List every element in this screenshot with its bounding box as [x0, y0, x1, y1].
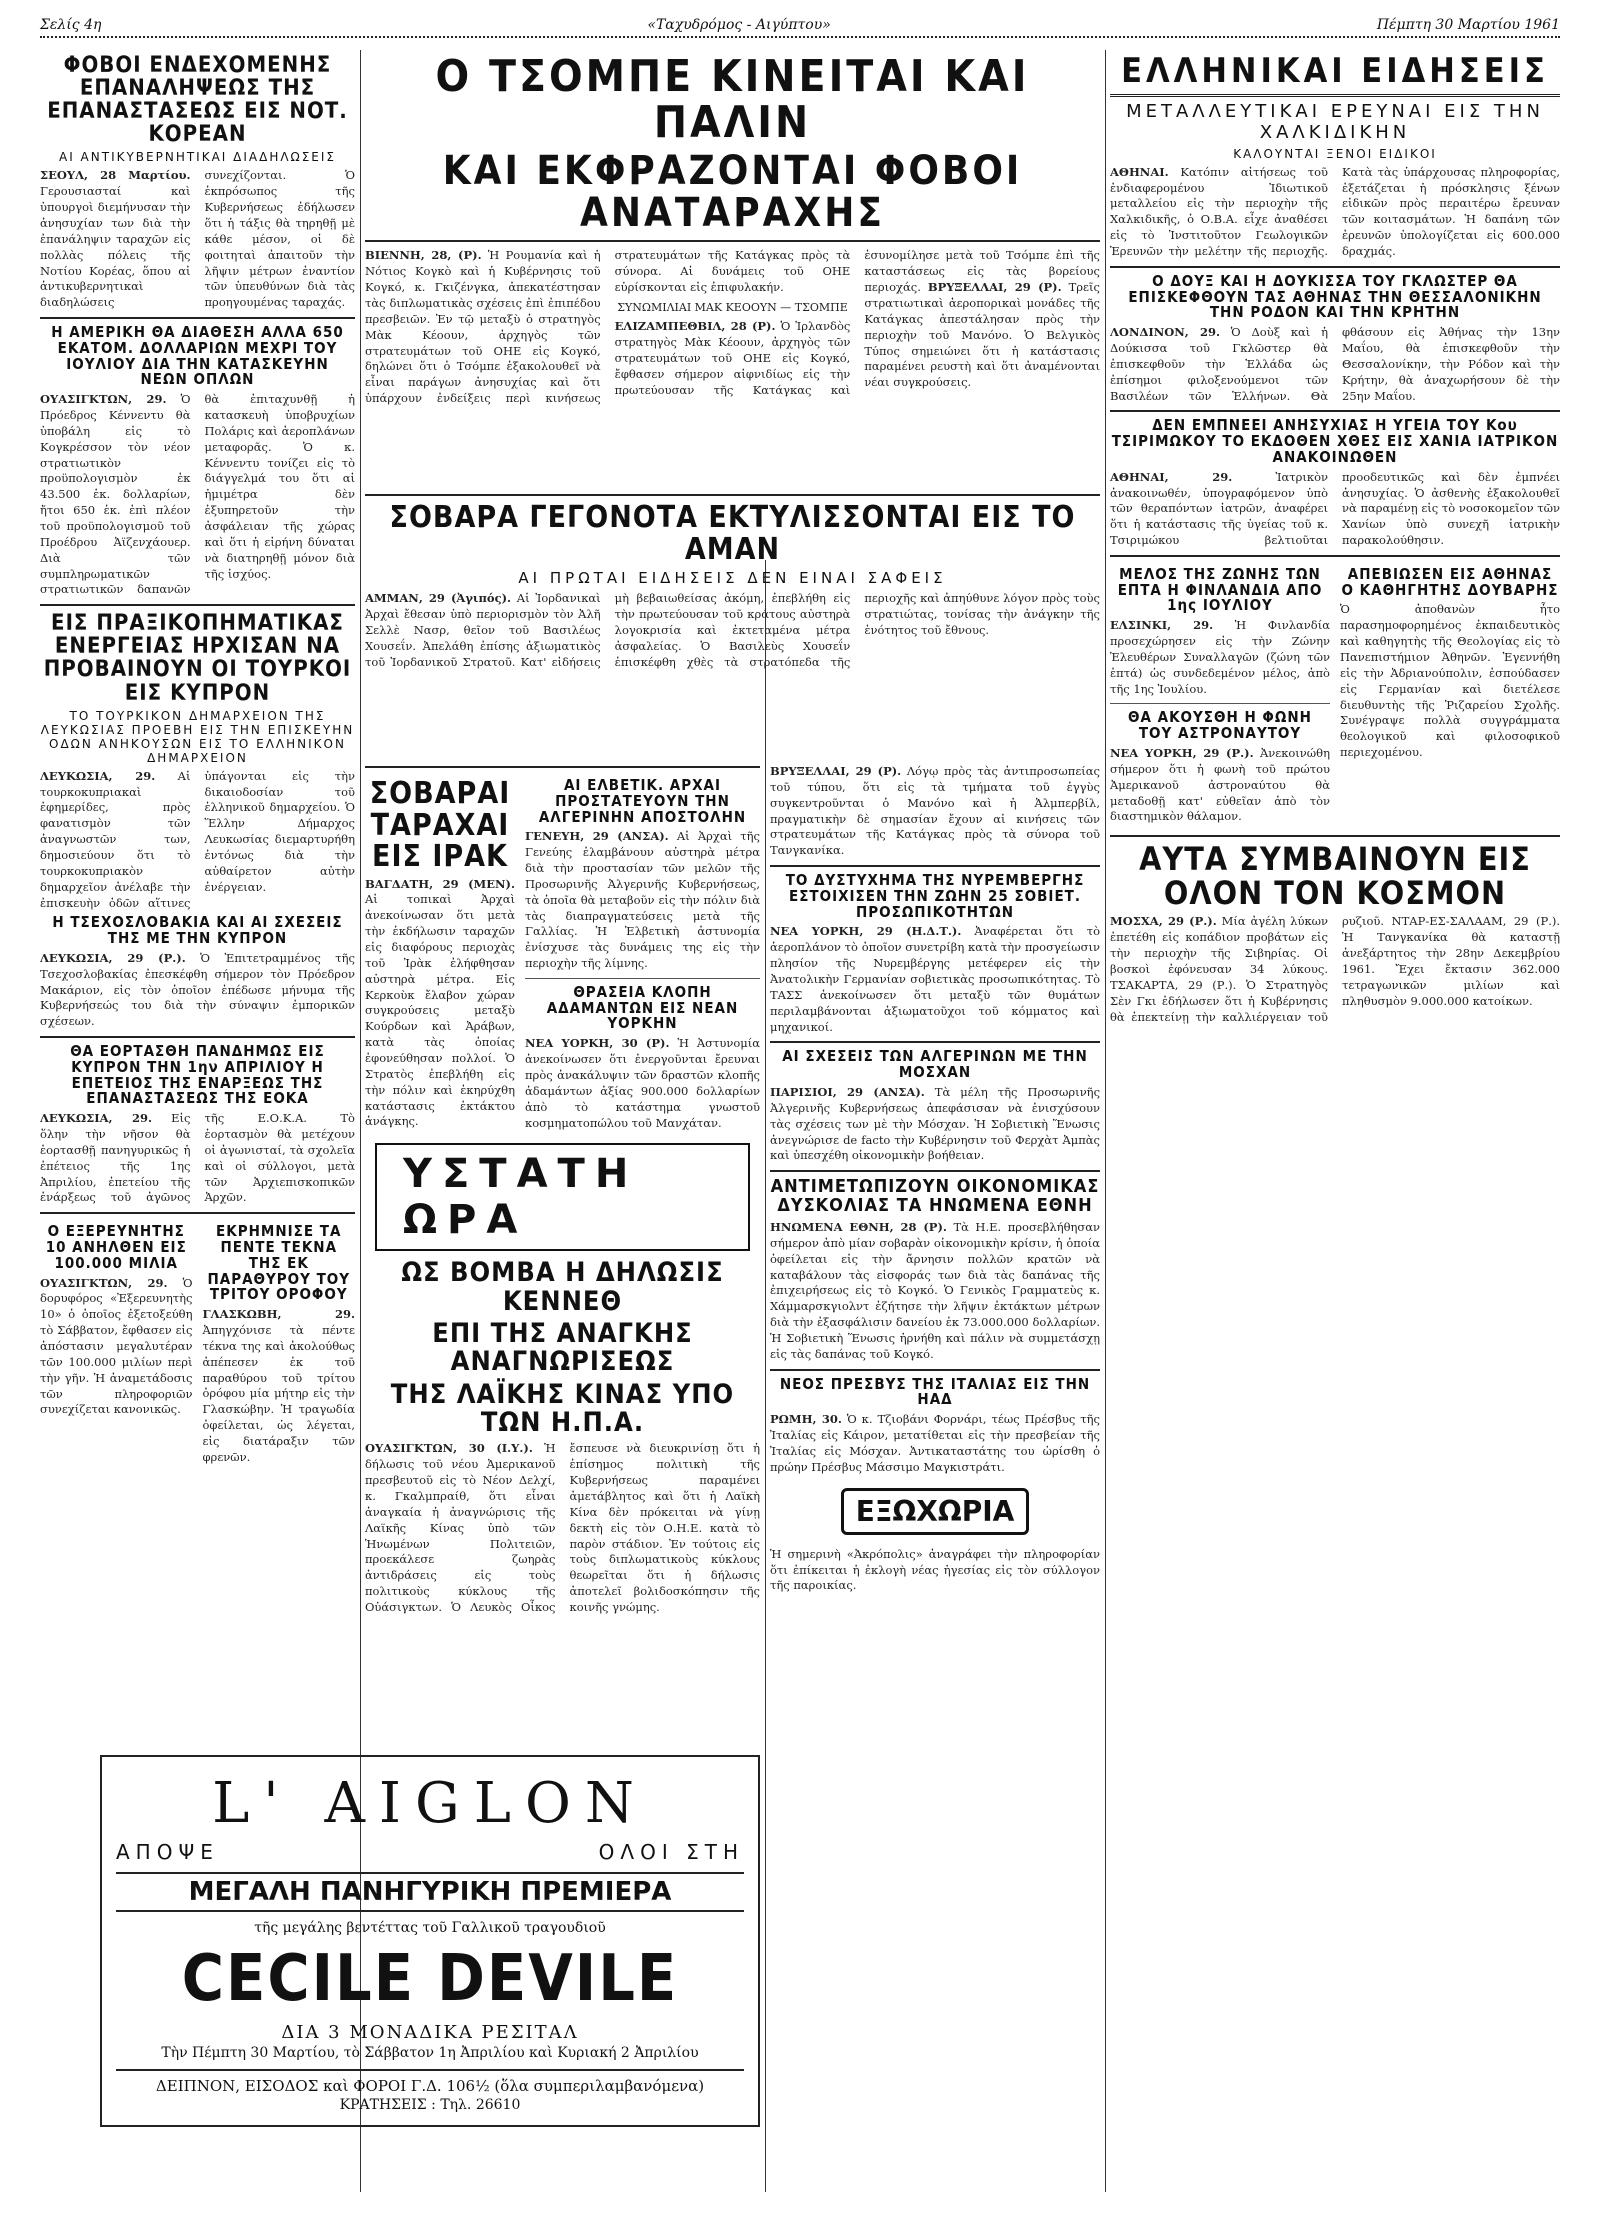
headline: Η ΤΣΕΧΟΣΛΟΒΑΚΙΑ ΚΑΙ ΑΙ ΣΧΕΣΕΙΣ ΤΗΣ ΜΕ ΤΗΝ ΚΥΠΡΟΝ [52, 913, 343, 948]
body-text: Ὁ Ἐπιτετραμμένος τῆς Τσεχοσλοβακίας ἐπεσκέφθη σήμερον τὸν Πρόεδρον Μακάριον, εἰς τὸν ὁποῖον ἐπέδωσε μήνυμα τῆς Κυβερνήσεώς του διὰ τὴν σύναψιν ἐμπορικῶν σχέσεων. [40, 950, 355, 1029]
dateline: ΠΑΡΙΣΙΟΙ, 29 (ΑΝΣΑ). [770, 1084, 925, 1099]
divider [365, 766, 760, 768]
article-elvetia [525, 774, 760, 1135]
ad-row-left: ΑΠΟΨΕ [116, 1840, 219, 1864]
column-rule [765, 560, 766, 2192]
main-headline-2: ΚΑΙ ΕΚΦΡΑΖΟΝΤΑΙ ΦΟΒΟΙ ΑΝΑΤΑΡΑΧΗΣ [442, 148, 1023, 237]
divider [40, 604, 355, 606]
article-body [525, 1036, 760, 1131]
article-body [1110, 746, 1330, 825]
dateline: ΑΘΗΝΑΙ. [1110, 164, 1169, 179]
article-algeria-moscow [770, 1049, 1100, 1164]
article-body: Ὁ ἀποθανὼν ἦτο παρασημοφορημένος ἐκπαιδευτικὸς καὶ καθηγητὴς τῆς Θεολογίας εἰς τὸ Πανεπιστήμιον Ἀθηνῶν. Ἐγεννήθη εἰς τὴν Ἀδριανούπολιν, ἐσπούδασεν εἰς Γερμανίαν καὶ διετέλεσε διευθυντὴς τῆς Ῥιζαρείου Σχολῆς. Συνέγραψε πολλὰ συγγράμματα θεολογικοῦ καὶ φιλοσοφικοῦ περιεχομένου. [1340, 602, 1560, 760]
column-4 [1110, 50, 1560, 2202]
ad-star-name: CECILE DEVILE [181, 1942, 679, 2016]
body-text: Ὁ κ. Τζιοβάνι Φορνάρι, τέως Πρέσβυς τῆς Ἰταλίας εἰς Κάιρον, μετατίθεται εἰς τὴν πρεσβείαν τῆς Ἰταλίας εἰς Μόσχαν. Ἀντικαταστάτης του ὠρίσθη ὁ πρώην Πρέσβυς Μάσσιμο Μαγκιστράτι. [770, 1412, 1100, 1474]
ad-logo: L' AIGLON [212, 1771, 648, 1836]
body-text: Αἱ Ἰορδανικαὶ Ἀρχαὶ ἔθεσαν ὑπὸ περιορισμὸν τὸν Ἀλῆ Σελλὲ Νασρ, θεῖον τοῦ Βασιλέως Χουσεΐν. Ἀπελάθη ἐπίσης ἀξιωματικὸς τοῦ Ἰορδανικοῦ Στρατοῦ. Κατ' εἰδήσεις μὴ βεβαιωθείσας ἀκόμη, ἐπεβλήθη εἰς τὴν πρωτεύουσαν τοῦ κράτους αὐστηρὰ λογοκρισία καὶ ἐκτεταμένα μέτρα ἀσφαλείας. Ὁ Βασιλεὺς Χουσεΐν ἐπισκέφθη χθὲς τὰ στρατόπεδα τῆς περιοχῆς καὶ ἀπηύθυνε λόγον πρὸς τοὺς στρατιώτας, τονίσας τὴν ἀνάγκην τῆς ἑνότητος τοῦ ἔθνους. [365, 591, 1100, 669]
headline: ΑΠΕΒΙΩΣΕΝ ΕΙΣ ΑΘΗΝΑΣ Ο ΚΑΘΗΓΗΤΗΣ ΔΟΥΒΑΡΗΣ [1341, 564, 1559, 599]
headline: ΘΑ ΕΟΡΤΑΣΘΗ ΠΑΝΔΗΜΩΣ ΕΙΣ ΚΥΠΡΟΝ ΤΗΝ 1ην ΑΠΡΙΛΙΟΥ Η ΕΠΕΤΕΙΟΣ ΤΗΣ ΕΝΑΡΞΕΩΣ ΤΗΣ ΕΠΑΝΑΣΤΑΣΕΩΣ ΤΗΣ ΕΟΚΑ [70, 1042, 325, 1108]
headline: ΦΟΒΟΙ ΕΝΔΕΧΟΜΕΝΗΣ ΕΠΑΝΑΛΗΨΕΩΣ ΤΗΣ ΕΠΑΝΑΣΤΑΣΕΩΣ ΕΙΣ ΝΟΤ. ΚΟΡΕΑΝ [47, 53, 348, 148]
headline: ΤΗΣ ΛΑΪΚΗΣ ΚΙΝΑΣ ΥΠΟ ΤΩΝ Η.Π.Α. [390, 1378, 735, 1439]
article-czechoslovakia [40, 915, 355, 1030]
divider [365, 240, 1100, 242]
dateline: ΒΑΓΔΑΤΗ, 29 (ΜΕΝ). [365, 876, 515, 891]
headline: ΜΕΛΟΣ ΤΗΣ ΖΩΝΗΣ ΤΩΝ ΕΠΤΑ Η ΦΙΝΛΑΝΔΙΑ ΑΠΟ 1ης ΙΟΥΛΙΟΥ [1117, 564, 1323, 615]
divider [1110, 555, 1560, 557]
article-body [1110, 618, 1330, 697]
divider [770, 865, 1100, 867]
main-headline: Ο ΤΣΟΜΠΕ ΚΙΝΕΙΤΑΙ ΚΑΙ ΠΑΛΙΝ [435, 51, 1030, 149]
article-body-brussels [770, 764, 1100, 859]
body-text: Αἱ τοπικαὶ Ἀρχαὶ ἀνεκοίνωσαν ὅτι μετὰ τὴν ἐκδήλωσιν ταραχῶν εἰς διαφόρους περιοχὰς τοῦ Ἰρὰκ ἐλήφθησαν αὐστηρὰ μέτρα. Εἰς Κερκοὺκ ἔλαβον χώραν συγκρούσεις μεταξὺ Κούρδων καὶ Ἀράβων, κατὰ τὰς ὁποίας ἐφονεύθησαν πολλοί. Ὁ Στρατὸς ἐπεβλήθη εἰς τὴν πόλιν καὶ ἐκηρύχθη κατάστασις ἐκτάκτου ἀνάγκης. [365, 892, 515, 1129]
divider [40, 1212, 355, 1214]
article-body [1110, 165, 1560, 260]
dateline: ΑΜΜΑΝ, 29 (Ἀγιπός). [365, 591, 512, 606]
bottom-pair [40, 1220, 355, 1469]
article-body [40, 392, 355, 598]
headline: ΔΕΝ ΕΜΠΝΕΕΙ ΑΝΗΣΥΧΙΑΣ Η ΥΓΕΙΑ ΤΟΥ Κου ΤΣΙΡΙΜΩΚΟΥ ΤΟ ΕΚΔΟΘΕΝ ΧΘΕΣ ΕΙΣ ΧΑΝΙΑ ΙΑΤΡΙΚΟΝ ΑΝΑΚΟΙΝΩΘΕΝ [1111, 416, 1559, 466]
dateline: ΜΟΣΧΑ, 29 (Ρ.). [1110, 914, 1217, 929]
dateline: ΡΩΜΗ, 30. [770, 1412, 842, 1427]
article-body: Ἡ σημερινὴ «Ἀκρόπολις» ἀναγράφει τὴν πληροφορίαν ὅτι ἐπίκειται ἡ ἐκλογὴ νέας ἡγεσίας εἰς τὸν σύλλογον τῆς παροικίας. [770, 1546, 1100, 1593]
divider [40, 317, 355, 319]
ad-row-right: ΟΛΟΙ ΣΤΗ [598, 1840, 744, 1864]
divider [40, 1036, 355, 1038]
body-text: Ἰατρικὸν ἀνακοινωθέν, ὑπογραφόμενον ὑπὸ τῶν θεραπόντων ἰατρῶν, ἀναφέρει ὅτι ἡ κατάστασις τῆς ὑγείας τοῦ κ. Τσιριμώκου βελτιοῦται προοδευτικῶς καὶ δὲν ἐμπνέει ἀνησυχίας. Ὁ ἀσθενὴς ἐξακολουθεῖ νὰ παραμένῃ εἰς τὸ νοσοκομεῖον τῶν Χανίων ὑπὸ συνεχῆ ἰατρικὴν παρακολούθησιν. [1110, 469, 1560, 548]
body-text: Τὰ μέλη τῆς Προσωρινῆς Ἀλγερινῆς Κυβερνήσεως ἀπεφάσισαν νὰ ἐνισχύσουν τὰς σχέσεις των μὲ τὴν Μόσχαν. Ἡ Σοβιετικὴ Ἕνωσις ἀνεγνώρισε de facto τὴν Κυβέρνησιν τοῦ Φερχὰτ Ἀμπὰς καὶ ὑπεσχέθη οἰκονομικὴν βοήθειαν. [770, 1084, 1101, 1163]
headline: ΣΟΒΑΡΑΙ ΤΑΡΑΧΑΙ ΕΙΣ ΙΡΑΚ [369, 776, 511, 874]
article-glasgow [203, 1220, 356, 1469]
dateline: ΕΛΙΖΑΜΠΕΘΒΙΛ, 28 (Ρ). [614, 319, 776, 334]
article-body [770, 1085, 1100, 1164]
dateline: ΟΥΑΣΙΓΚΤΩΝ, 29. [40, 392, 167, 407]
divider [770, 1170, 1100, 1172]
dateline: ΓΛΑΣΚΩΒΗ, 29. [202, 1307, 355, 1322]
dateline: ΛΕΥΚΩΣΙΑ, 29 (Ρ.). [40, 950, 186, 965]
section-logo-abroad: ΕΞΩΧΩΡΙΑ [841, 1488, 1030, 1535]
subheadline: ΚΑΛΟΥΝΤΑΙ ΞΕΝΟΙ ΕΙΔΙΚΟΙ [1233, 146, 1437, 161]
body-text: Εἰς ὅλην τὴν νῆσον θὰ ἑορτασθῇ πανηγυρικῶς ἡ ἐπέτειος τῆς 1ης Ἀπριλίου, ἐπετείου τῆς ἐνάρξεως τοῦ ἀγῶνος τῆς Ε.Ο.Κ.Α. Τὸ ἑορτασμὸν θὰ μετέχουν οἱ ἀγωνισταί, τὰ σχολεῖα καὶ οἱ σύλλογοι, μετὰ τῶν Ἀρχιεπισκοπικῶν Ἀρχῶν. [40, 1111, 355, 1205]
article-body [365, 877, 515, 1131]
section-abroad [770, 1480, 1100, 1543]
paper-name: «Ταχυδρόμος - Αιγύπτου» [647, 17, 831, 33]
col4-left [1110, 563, 1330, 829]
divider [525, 978, 760, 979]
headline: ΕΠΙ ΤΗΣ ΑΝΑΓΚΗΣ ΑΝΑΓΝΩΡΙΣΕΩΣ [432, 1318, 693, 1378]
article-ambassador [770, 1374, 1100, 1476]
col4-pair [1110, 563, 1560, 829]
dateline: ΣΕΟΥΛ, 28 Μαρτίου. [40, 168, 191, 183]
banner-title: ΥΣΤΑΤΗ ΩΡΑ [375, 1143, 750, 1251]
article-body [1110, 470, 1560, 549]
ad-premiere: ΜΕΓΑΛΗ ΠΑΝΗΓΥΡΙΚΗ ΠΡΕΜΙΕΡΑ [116, 1872, 744, 1912]
dateline: ΛΕΥΚΩΣΙΑ, 29. [40, 768, 156, 783]
article-un-finances [770, 1178, 1100, 1363]
column-rule [1105, 50, 1106, 2192]
divider [1110, 703, 1330, 704]
ad-line: ΔΙΑ 3 ΜΟΝΑΔΙΚΑ ΡΕΣΙΤΑΛ [281, 2022, 579, 2043]
ad-line: ΚΡΑΤΗΣΕΙΣ : Τηλ. 26610 [339, 2097, 521, 2113]
dateline: ΝΕΑ ΥΟΡΚΗ, 29 (Ρ.). [1110, 745, 1254, 760]
headline: ΝΕΟΣ ΠΡΕΣΒΥΣ ΤΗΣ ΙΤΑΛΙΑΣ ΕΙΣ ΤΗΝ ΗΑΔ [779, 1374, 1091, 1409]
headline: ΜΕΤΑΛΛΕΥΤΙΚΑΙ ΕΡΕΥΝΑΙ ΕΙΣ ΤΗΝ ΧΑΛΚΙΔΙΚΗΝ [1126, 100, 1544, 143]
article-cyprus-turks [40, 612, 355, 911]
body-text: Ὁ Ἰρλανδὸς στρατηγὸς Μὰκ Κέοουν, ἀρχηγὸς τῶν στρατευμάτων τοῦ ΟΗΕ εἰς Κογκό, ἔφθασεν σήμερον αἰφνιδίως εἰς τὴν πρωτεύουσαν τῆς Κατάγκας καὶ ἐσυνομίλησε μετὰ τοῦ Τσόμπε ἐπὶ τῆς καταστάσεως εἰς τὰς βορείους περιοχάς. [614, 248, 1100, 397]
subheadline: ΑΙ ΑΝΤΙΚΥΒΕΡΝΗΤΙΚΑΙ ΔΙΑΔΗΛΩΣΕΙΣ [58, 150, 337, 165]
main-story [365, 50, 1100, 669]
article-body [770, 1412, 1100, 1475]
headline: ΩΣ ΒΟΜΒΑ Η ΔΗΛΩΣΙΣ ΚΕΝΝΕΘ [401, 1257, 724, 1317]
article-body [1110, 914, 1560, 1025]
column-2 [365, 760, 760, 2202]
article-body [40, 1276, 193, 1419]
article-irak [365, 774, 515, 1135]
ad-line: ΔΕΙΠΝΟΝ, ΕΙΣΟΔΟΣ καὶ ΦΟΡΟΙ Γ.Δ. 106½ (ὅλα συμπεριλαμβανόμενα) [116, 2069, 744, 2095]
body-text: Ἡ Ἀστυνομία ἀνεκοίνωσεν ὅτι ἐνεργοῦνται ἔρευναι πρὸς ἀνακάλυψιν τῶν δραστῶν κλοπῆς ἀδαμάντων ἀξίας 900.000 δολλαρίων ἀπὸ τὸ κατάστημα γνωστοῦ κοσμηματοπώλου τοῦ Μανχάταν. [525, 1036, 760, 1130]
body-text: Τὰ Η.Ε. προσεβλήθησαν σήμερον ἀπὸ μίαν σοβαρὰν οἰκονομικὴν κρίσιν, ἡ ὁποία ὀφείλεται εἰς τὴν ἄρνησιν πολλῶν κρατῶν νὰ καταβάλουν τὰς εἰσφοράς των διὰ τὰς δαπάνας τῆς ἐπιχειρήσεως εἰς τὸ Κογκό. Ὁ Γενικὸς Γραμματεὺς κ. Χάμμαρσκγιολντ ἐζήτησε τὴν λῆψιν ἐκτάκτων μέτρων διὰ τὴν ἐξασφάλισιν δανείου ἐκ 73.000.000 δολλαρίων. Ἡ Σοβιετικὴ Ἕνωσις ἠρνήθη καὶ πάλιν νὰ συμμετάσχῃ εἰς τὰς δαπάνας τοῦ Κογκό. [770, 1220, 1100, 1361]
headline-aman: ΣΟΒΑΡΑ ΓΕΓΟΝΟΤΑ ΕΚΤΥΛΙΣΣΟΝΤΑΙ ΕΙΣ ΤΟ ΑΜΑΝ [389, 500, 1076, 567]
dateline: ΟΥΑΣΙΓΚΤΩΝ, 30 (Ι.Υ.). [365, 1441, 533, 1456]
dateline: ΑΘΗΝΑΙ, 29. [1110, 469, 1233, 484]
article-body [203, 1307, 356, 1466]
subheadline-aman: ΑΙ ΠΡΩΤΑΙ ΕΙΔΗΣΕΙΣ ΔΕΝ ΕΙΝΑΙ ΣΑΦΕΙΣ [518, 569, 947, 588]
article-body [365, 248, 1100, 488]
ad-line: τῆς μεγάλης βεντέττας τοῦ Γαλλικοῦ τραγουδιοῦ [254, 1920, 606, 1936]
body-text: Ὁ Πρόεδρος Κέννεντυ θὰ ὑποβάλη εἰς τὸ Κογκρέσσον τὸν νέον στρατιωτικὸν προϋπολογισμὸν ἐκ 43.500 ἑκ. δολλαρίων, ἤτοι 650 ἑκ. ἐπὶ πλέον τοῦ προϋπολογισμοῦ τοῦ Προέδρου Ἀϊζενχάουερ. Διὰ τῶν συμπληρωματικῶν στρατιωτικῶν δαπανῶν θὰ ἐπιταχυνθῇ ἡ κατασκευὴ ὑποβρυχίων Πολάρις καὶ ἀεροπλάνων μεταφορᾶς. Ὁ κ. Κέννεντυ τονίζει εἰς τὸ διάγγελμά του ὅτι αἱ ἡμιμέτρα δὲν ἐξυπηρετοῦν τὴν ἀσφάλειαν τῆς χώρας καὶ ὅτι ἡ εἰρήνη δύναται νὰ διατηρηθῇ μόνον διὰ τῆς ἰσχύος. [40, 392, 355, 597]
body-text: Αἱ τουρκοκυπριακαὶ ἐφημερίδες, πρὸς φανατισμὸν τῶν ἀναγνωστῶν των, δημοσιεύουν ὅτι τὸ τουρκοκυπριακὸν δημαρχεῖον ἀνέλαβε τὴν ἐπισκευὴν ὁδῶν αἵτινες ὑπάγονται εἰς τὴν δικαιοδοσίαν τοῦ ἑλληνικοῦ δημαρχείου. Ὁ Ἕλλην Δήμαρχος Λευκωσίας διεμαρτυρήθη ἐντόνως διὰ τὴν αὐθαίρετον αὐτὴν ἐνέργειαν. [40, 768, 355, 910]
divider [770, 1041, 1100, 1043]
last-hour-banner [365, 1143, 760, 1251]
dateline: ΛΟΝΔΙΝΟΝ, 29. [1110, 325, 1220, 340]
article-korea [40, 54, 355, 311]
body-text: Ἡ δήλωσις τοῦ νέου Ἀμερικανοῦ πρεσβευτοῦ εἰς τὸ Νέον Δελχί, κ. Γκαλμπραίθ, ὅτι εἶναι ἀναγκαία ἡ ἀναγνώρισις τῆς Λαϊκῆς Κίνας ὑπὸ τῶν Ἡνωμένων Πολιτειῶν, προεκάλεσε ζωηρὰς ἀντιδράσεις εἰς τοὺς πολιτικοὺς κύκλους τῆς Οὐάσιγκτων. Ὁ Λευκὸς Οἶκος ἔσπευσε νὰ διευκρινίσῃ ὅτι ἡ ἐπίσημος πολιτικὴ τῆς Κυβερνήσεως παραμένει ἀμετάβλητος καὶ ὅτι ἡ Λαϊκὴ Κίνα δὲν πρόκειται νὰ γίνῃ δεκτὴ εἰς τὸν Ο.Η.Ε. κατὰ τὸ παρὸν στάδιον. Ἐν τούτοις εἰς τοὺς διπλωματικοὺς κύκλους θεωρεῖται ὅτι ἡ δήλωσις ἀποτελεῖ βολιδοσκόπησιν τῆς κοινῆς γνώμης. [365, 1441, 760, 1615]
column-3 [770, 760, 1100, 2202]
article-eoka [40, 1044, 355, 1206]
dateline: ΒΡΥΞΕΛΛΑΙ, 29 (Ρ). [770, 764, 902, 778]
article-body [40, 951, 355, 1030]
ad-line: Τὴν Πέμπτη 30 Μαρτίου, τὸ Σάββατον 1η Ἀπριλίου καὶ Κυριακή 2 Ἀπριλίου [161, 2045, 699, 2061]
headline: ΕΙΣ ΠΡΑΞΙΚΟΠΗΜΑΤΙΚΑΣ ΕΝΕΡΓΕΙΑΣ ΗΡΧΙΣΑΝ ΝΑ ΠΡΟΒΑΙΝΟΥΝ ΟΙ ΤΟΥΡΚΟΙ ΕΙΣ ΚΥΠΡΟΝ [43, 611, 352, 706]
article-body [770, 924, 1100, 1035]
body-text: Ἀπηγχόνισε τὰ πέντε τέκνα της καὶ ἀκολούθως ἀπέπεσεν ἐκ τοῦ παραθύρου τοῦ τρίτου ὀρόφου μία μήτηρ εἰς τὴν Γλασκώβην. Ἡ τραγωδία ὀφείλεται, ὡς λέγεται, εἰς διατάραξιν τῶν φρενῶν. [202, 1322, 355, 1464]
headline: Ο ΔΟΥΞ ΚΑΙ Η ΔΟΥΚΙΣΣΑ ΤΟΥ ΓΚΛΩΣΤΕΡ ΘΑ ΕΠΙΣΚΕΦΘΟΥΝ ΤΑΣ ΑΘΗΝΑΣ ΤΗΝ ΘΕΣΣΑΛΟΝΙΚΗΝ ΤΗΝ ΡΟΔΟΝ ΚΑΙ ΤΗΝ ΚΡΗΤΗΝ [1128, 271, 1542, 322]
dateline: ΝΕΑ ΥΟΡΚΗ, 29 (Η.Δ.Τ.). [770, 924, 962, 939]
dateline: ΒΡΥΞΕΛΛΑΙ, 29 (Ρ). [927, 280, 1062, 295]
headline: ΘΑ ΑΚΟΥΣΘΗ Η ΦΩΝΗ ΤΟΥ ΑΣΤΡΟΝΑΥΤΟΥ [1128, 708, 1312, 743]
article-body [525, 829, 760, 972]
sub-heading: ΣΥΝΩΜΙΛΙΑΙ ΜΑΚ ΚΕΟΟΥΝ — ΤΣΟΜΠΕ [617, 300, 848, 314]
dateline: ΓΕΝΕΥΗ, 29 (ΑΝΣΑ). [525, 829, 669, 844]
body-text: Ἡ Φινλανδία προσεχώρησεν εἰς τὴν Ζώνην Ἐλευθέρων Συναλλαγῶν (ζώνη τῶν ἑπτά) ὡς συνδεδεμένον μέλος, ἀπὸ τῆς 1ης Ἰουλίου. [1110, 618, 1330, 696]
article-body [365, 1441, 760, 1615]
article-body-aman [365, 591, 1100, 670]
headline: Ο ΕΞΕΡΕΥΝΗΤΗΣ 10 ΑΝΗΛΘΕΝ ΕΙΣ 100.000 ΜΙΛΙΑ [45, 1222, 187, 1272]
body-text: Μία ἀγέλη λύκων ἐπετέθη εἰς κοπάδιον προβάτων εἰς τὴν περιοχὴν τῆς Σιβηρίας. Οἱ βοσκοὶ ἐφόνευσαν 34 λύκους. ΤΣΑΚΑΡΤΑ, 29 (Ρ.). Ὁ Στρατηγὸς Σὲν Γκι ἐδήλωσεν ὅτι ἡ Κυβέρνησις θὰ ἐπεκτείνῃ τὴν καλλιέργειαν τοῦ ρυζιοῦ. ΝΤΑΡ-ΕΣ-ΣΑΛΑΑΜ, 29 (Ρ.). Ἡ Τανγκανίκα θὰ καταστῇ ἀνεξάρτητος τὴν 28ην Δεκεμβρίου 1961. Ἔχει ἔκτασιν 362.000 τετραγωνικῶν μιλίων καὶ πληθυσμὸν 9.000.000 κατοίκων. [1110, 914, 1560, 1024]
headline: ΑΝΤΙΜΕΤΩΠΙΖΟΥΝ ΟΙΚΟΝΟΜΙΚΑΣ ΔΥΣΚΟΛΙΑΣ ΤΑ ΗΝΩΜΕΝΑ ΕΘΝΗ [770, 1176, 1100, 1217]
irak-elvetia-row [365, 774, 760, 1135]
dateline: ΗΝΩΜΕΝΑ ΕΘΝΗ, 28 (Ρ). [770, 1220, 947, 1234]
body-text: Αἱ Ἀρχαὶ τῆς Γενεύης ἐλαμβάνουν αὐστηρὰ μέτρα διὰ τὴν προστασίαν τῶν μελῶν τῆς Προσωρινῆς Ἀλγερινῆς Κυβερνήσεως, τὰ ὁποῖα θὰ μεταβοῦν εἰς τὴν πόλιν διὰ τὰς διαπραγματεύσεις μετὰ τῆς Γαλλίας. Ἡ Ἑλβετικὴ ἀστυνομία ἐνίσχυσε τὰς δυνάμεις της εἰς τὴν περιοχὴν τῆς λίμνης. [525, 829, 760, 971]
article-body [770, 1220, 1100, 1363]
body-text: Ὁ Δοὺξ καὶ ἡ Δούκισσα τοῦ Γκλῶστερ θὰ ἐπισκεφθοῦν τὴν Ἑλλάδα ὡς ἐπίσημοι φιλοξενούμενοι τῶν Βασιλέων τῶν Ἑλλήνων. Θὰ φθάσουν εἰς Ἀθήνας τὴν 13ην Μαΐου, θὰ ἐπισκεφθοῦν τὴν Θεσσαλονίκην, τὴν Ρόδον καὶ τὴν Κρήτην, θὰ ἀναχωρήσουν δὲ τὴν 25ην Μαΐου. [1110, 325, 1560, 403]
body-text: Γερουσιασταί καὶ ὑπουργοὶ διεμήνυσαν τὴν ἀνησυχίαν των διὰ τὴν ἐπανάληψιν ταραχῶν εἰς πολλὰς πόλεις τῆς Νοτίου Κορέας, ὅπου αἱ ἀντικυβερνητικαὶ διαδηλώσεις συνεχίζονται. Ὁ ἐκπρόσωπος τῆς Κυβερνήσεως ἐδήλωσεν ὅτι ἡ τάξις θὰ τηρηθῇ μὲ κάθε μέσον, οἱ δὲ φοιτηταὶ ἀπαιτοῦν τὴν λῆψιν μέτρων ἐναντίον τῶν ὑπευθύνων διὰ τὰς προηγουμένας ταραχάς. [40, 168, 355, 310]
divider [770, 1369, 1100, 1371]
dateline: ΕΛΣΙΝΚΙ, 29. [1110, 618, 1214, 633]
headline: ΑΙ ΣΧΕΣΕΙΣ ΤΩΝ ΑΛΓΕΡΙΝΩΝ ΜΕ ΤΗΝ ΜΟΣΧΑΝ [782, 1047, 1088, 1082]
section-head-greek-news: ΕΛΛΗΝΙΚΑΙ ΕΙΔΗΣΕΙΣ [1110, 54, 1560, 97]
body-text: Ἀνεκοινώθη σήμερον ὅτι ἡ φωνὴ τοῦ πρώτου Ἀμερικανοῦ ἀστροναύτου θὰ μεταδοθῇ κατ' εὐθεῖαν ἀπὸ τὸν διαστημικὸν θάλαμον. [1110, 745, 1330, 824]
headline: ΑΥΤΑ ΣΥΜΒΑΙΝΟΥΝ ΕΙΣ ΟΛΟΝ ΤΟΝ ΚΟΣΜΟΝ [1139, 840, 1531, 912]
dateline: ΒΙΕΝΝΗ, 28, (Ρ). [365, 248, 482, 263]
dateline: ΝΕΑ ΥΟΡΚΗ, 30 (Ρ). [525, 1036, 670, 1051]
divider [1110, 835, 1560, 837]
issue-date: Πέμπτη 30 Μαρτίου 1961 [1376, 17, 1560, 33]
article-gloucester [1110, 271, 1560, 405]
article-kennedy [365, 1259, 760, 1616]
divider [1110, 266, 1560, 268]
body-text: Λόγῳ πρὸς τὰς ἀντιπροσωπείας τοῦ τύπου, ὅτι εἰς τὰ τμήματα τοῦ ἐγγὺς συγκεντροῦνται ὁ Μανόνο καὶ ἡ Ἀλμπερβίλ, πραγματικὴν δὲ σημασίαν ἔχουν αἱ κινήσεις τῶν στρατευμάτων τῆς Κατάγκας πρὸς τὰ σύνορα τοῦ Τανγκανίκα. [770, 764, 1100, 858]
body-text: Τρεῖς στρατιωτικαὶ ἀεροπορικαὶ μονάδες τῆς Κατάγκας ἀπεστάλησαν πρὸς τὴν περιοχὴν τοῦ Μανόνο. Ὁ Βελγικὸς Τύπος σημειώνει ὅτι ἡ κατάστασις παραμένει ρευστὴ καὶ ὅτι ἀναμένονται νέαι συγκρούσεις. [864, 280, 1100, 390]
col4-right [1340, 563, 1560, 829]
running-header [40, 14, 1560, 38]
article-world [1110, 840, 1560, 1025]
headline: ΘΡΑΣΕΙΑ ΚΛΟΠΗ ΑΔΑΜΑΝΤΩΝ ΕΙΣ ΝΕΑΝ ΥΟΡΚΗΝ [546, 982, 739, 1033]
article-body [40, 1111, 355, 1206]
divider [1110, 410, 1560, 412]
article-chalkidiki [1110, 101, 1560, 260]
article-body [40, 168, 355, 311]
article-body [1110, 325, 1560, 404]
body-text: Κατόπιν αἰτήσεως τοῦ ἐνδιαφερομένου Ἰδιωτικοῦ μεταλλείου εἰς τὴν περιοχὴν τῆς Χαλκιδικῆς, ὁ Ο.Β.Α. εἶχε ἀναθέσει εἰς τὸ Ἰνστιτοῦτον Γεωλογικῶν Ἐρευνῶν τὴν μελέτην τῆς περιοχῆς. Κατὰ τὰς ὑπάρχουσας πληροφορίας, ἐξετάζεται ἡ πρόσκλησις ξένων εἰδικῶν πρὸς περαιτέρω ἔρευναν τῶν κοιτασμάτων. Ἡ δαπάνη τῶν ἐρευνῶν ὑπολογίζεται εἰς 600.000 δραχμάς. [1110, 164, 1560, 258]
headline: ΤΟ ΔΥΣΤΥΧΗΜΑ ΤΗΣ ΝΥΡΕΜΒΕΡΓΗΣ ΕΣΤΟΙΧΙΣΕΝ ΤΗΝ ΖΩΗΝ 25 ΣΟΒΙΕΤ. ΠΡΟΣΩΠΙΚΟΤΗΤΩΝ [785, 871, 1085, 921]
article-nuremberg [770, 873, 1100, 1035]
article-body [40, 769, 355, 912]
article-explorer [40, 1220, 193, 1469]
body-text: Ἀναφέρεται ὅτι τὸ ἀεροπλάνον τὸ ὁποῖον συνετρίβη κατὰ τὴν προσγείωσιν πλησίον τῆς Νυρεμβέργης μετέφερεν εἰς τὴν Ἀνατολικὴν Γερμανίαν σοβιετικὰς προσωπικότητας. Τὸ ΤΑΣΣ ἀνεκοίνωσεν ὅτι μεταξὺ τῶν θυμάτων περιλαμβάνονται ἀξιωματοῦχοι τοῦ κόμματος καὶ μηχανικοί. [770, 924, 1100, 1034]
page-number: Σελίς 4η [40, 17, 102, 33]
article-america-budget [40, 325, 355, 598]
subheadline: ΤΟ ΤΟΥΡΚΙΚΟΝ ΔΗΜΑΡΧΕΙΟΝ ΤΗΣ ΛΕΥΚΩΣΙΑΣ ΠΡΟΕΒΗ ΕΙΣ ΤΗΝ ΕΠΙΣΚΕΥΗΝ ΟΔΩΝ ΑΝΗΚΟΥΣΩΝ ΕΙΣ ΤΟ ΕΛΛΗΝΙΚΟΝ ΔΗΜΑΡΧΕΙΟΝ [40, 708, 355, 765]
divider [365, 494, 1100, 496]
dateline: ΟΥΑΣΙΓΚΤΩΝ, 29. [40, 1275, 168, 1290]
body-text: Ἡ Ρουμανία καὶ ἡ Νότιος Κογκὸ καὶ ἡ Κυβέρνησις τοῦ Κογκό, κ. Γκιζένγκα, ἀπεκατέστησαν τὰς διπλωματικὰς σχέσεις ἐπὶ ἐπιπέδου πρεσβειῶν. Ἐν τῷ μεταξὺ ὁ στρατηγὸς Μὰκ Κέοουν, ἀρχηγὸς τῶν στρατευμάτων τοῦ ΟΗΕ εἰς Κογκό, δηλώνει ὅτι ὁ Τσόμπε ἐξακολουθεῖ νὰ εἶναι παράγων ἀνησυχίας καὶ ὅτι ὑπάρχουν ἐνδείξεις περὶ κινήσεως στρατευμάτων τῆς Κατάγκας πρὸς τὰ σύνορα. Αἱ δυνάμεις τοῦ ΟΗΕ εὑρίσκονται εἰς ἐπιφυλακήν. [365, 248, 851, 406]
dateline: ΛΕΥΚΩΣΙΑ, 29. [40, 1111, 153, 1126]
article-tsirimokos [1110, 418, 1560, 549]
headline: Η ΑΜΕΡΙΚΗ ΘΑ ΔΙΑΘΕΣΗ ΑΛΛΑ 650 ΕΚΑΤΟΜ. ΔΟΛΛΑΡΙΩΝ ΜΕΧΡΙ ΤΟΥ ΙΟΥΛΙΟΥ ΔΙΑ ΤΗΝ ΚΑΤΑΣΚΕΥΗΝ ΝΕΩΝ ΟΠΛΩΝ [51, 323, 344, 389]
headline: ΕΚΡΗΜΝΙΣΕ ΤΑ ΠΕΝΤΕ ΤΕΚΝΑ ΤΗΣ ΕΚ ΠΑΡΑΘΥΡΟΥ ΤΟΥ ΤΡΙΤΟΥ ΟΡΟΦΟΥ [207, 1222, 351, 1304]
body-text: Ὁ δορυφόρος «Ἐξερευνητὴς 10» ὁ ὁποῖος ἐξετοξεύθη τὸ Σάββατον, ἔφθασεν εἰς ἀπόστασιν μεγαλυτέραν τῶν 100.000 μιλίων περὶ τὴν γῆν. Ἡ ἀναμετάδοσις τῶν πληροφοριῶν συνεχίζεται κανονικῶς. [40, 1275, 193, 1417]
headline: ΑΙ ΕΛΒΕΤΙΚ. ΑΡΧΑΙ ΠΡΟΣΤΑΤΕΥΟΥΝ ΤΗΝ ΑΛΓΕΡΙΝΗΝ ΑΠΟΣΤΟΛΗΝ [538, 776, 747, 826]
